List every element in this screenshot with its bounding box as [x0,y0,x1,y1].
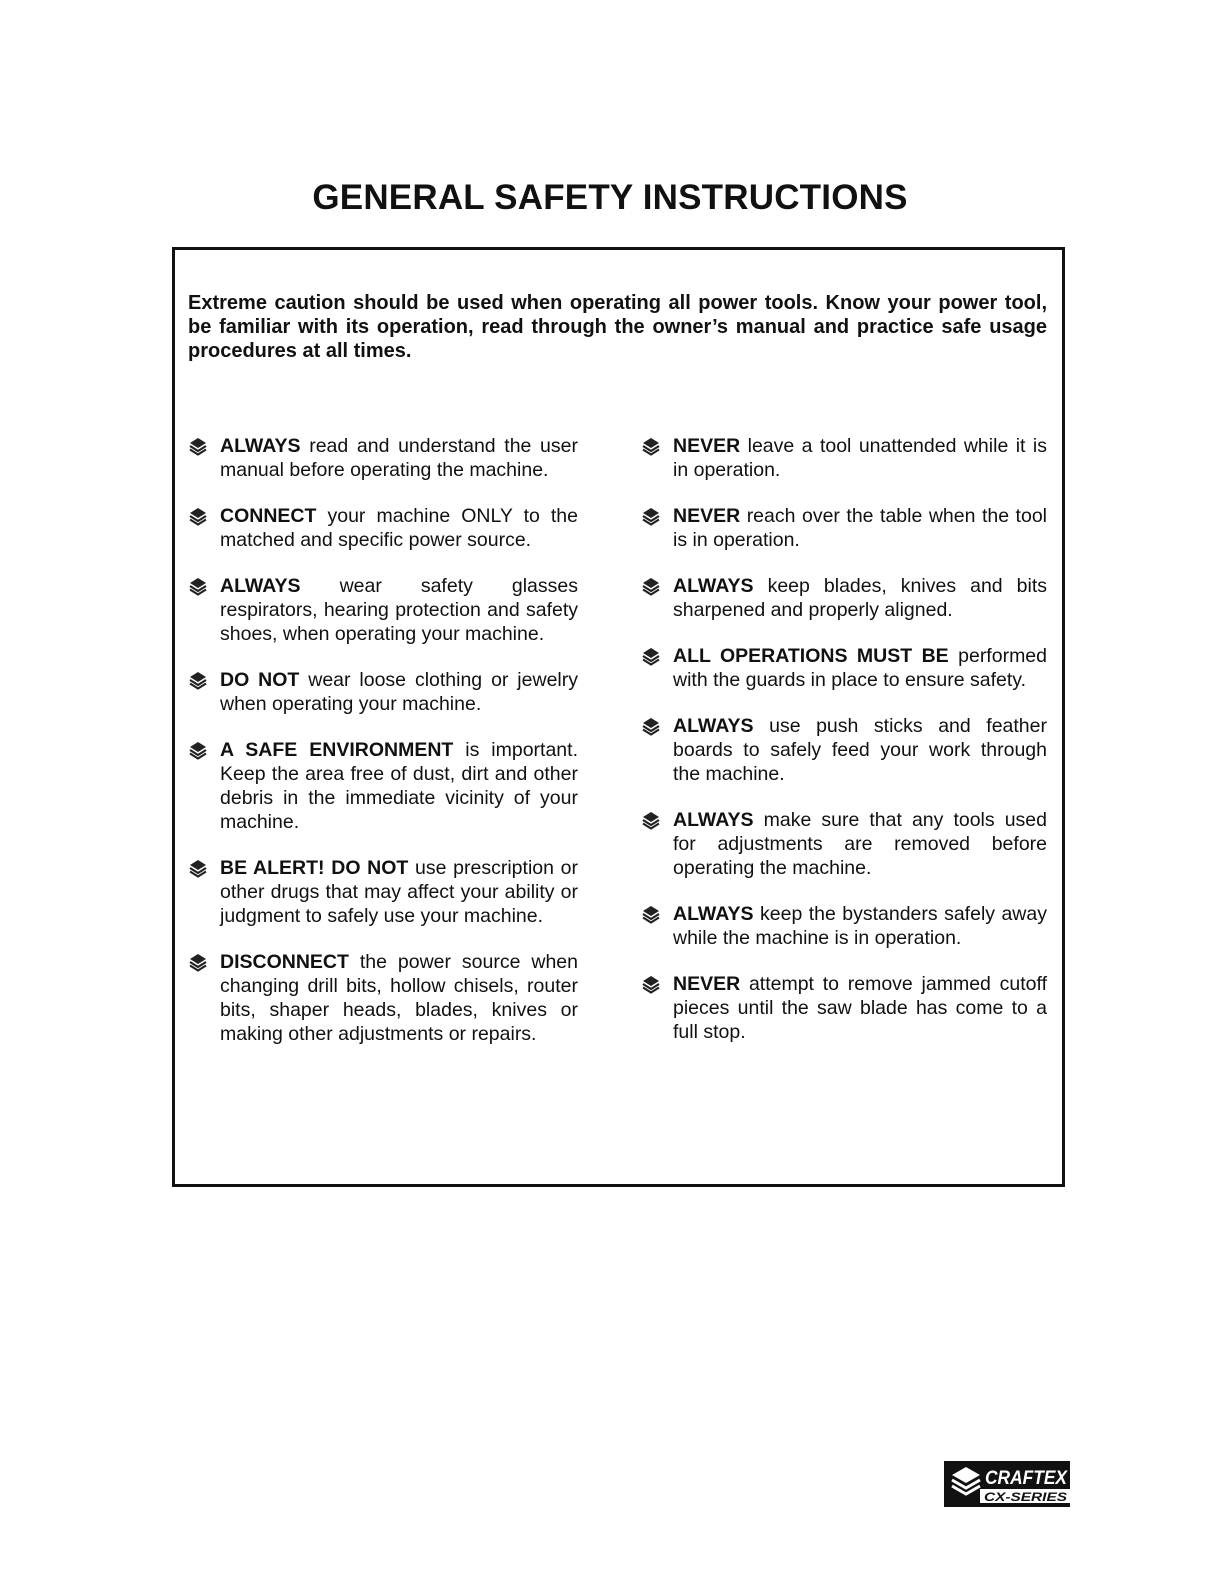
layered-diamond-icon [641,436,661,456]
list-item [188,668,578,716]
right-column [641,434,1047,1044]
item-lead: A SAFE ENVIRONMENT [220,739,454,761]
layered-diamond-icon [188,506,208,526]
item-text: the power source when changing drill bits, hollow chisels, router bits, shaper heads, blades, knives or making other adjustments or repairs. [220,951,578,1045]
item-text: use prescription or other drugs that may affect your ability or judgment to safely use your machine. [220,857,578,927]
item-lead: CONNECT [220,505,317,527]
list-item [641,434,1047,482]
item-text: keep the bystanders safely away while the machine is in operation. [673,903,1047,949]
list-item [641,902,1047,950]
list-item [188,434,578,482]
layered-diamond-icon [641,810,661,830]
layered-diamond-icon [641,576,661,596]
item-text: performed with the guards in place to ensure safety. [673,645,1047,691]
list-item [188,574,578,646]
list-item [641,504,1047,552]
item-text: reach over the table when the tool is in operation. [673,505,1047,551]
item-text: leave a tool unattended while it is in operation. [673,435,1047,481]
layered-diamond-icon [188,436,208,456]
item-lead: ALWAYS [673,715,754,737]
item-lead: DISCONNECT [220,951,349,973]
layered-diamond-icon [641,646,661,666]
left-column [188,434,578,1046]
item-lead: ALWAYS [220,435,301,457]
layered-diamond-icon [641,716,661,736]
layered-diamond-icon [188,576,208,596]
intro-paragraph: Extreme caution should be used when operating all power tools. Know your power tool, be familiar with its operation, read through the owner’s manual and practice safe usage procedures at all times. [188,292,1047,362]
item-text: your machine ONLY to the matched and specific power source. [220,505,578,551]
item-text: make sure that any tools used for adjustments are removed before operating the machine. [673,809,1047,879]
layered-diamond-icon [188,858,208,878]
item-lead: BE ALERT! DO NOT [220,857,409,879]
layered-diamond-icon [188,670,208,690]
layered-diamond-icon [641,506,661,526]
item-lead: DO NOT [220,669,300,691]
list-item [641,808,1047,880]
item-lead: ALWAYS [673,809,754,831]
item-lead: ALWAYS [673,903,754,925]
item-text: keep blades, knives and bits sharpened and properly aligned. [673,575,1047,621]
list-item [188,856,578,928]
item-text: use push sticks and feather boards to safely feed your work through the machine. [673,715,1047,785]
item-text: wear safety glasses respirators, hearing protection and safety shoes, when operating your machine. [220,575,578,645]
item-lead: NEVER [673,435,741,457]
item-text: attempt to remove jammed cutoff pieces until the saw blade has come to a full stop. [673,973,1047,1043]
item-text: read and understand the user manual before operating the machine. [220,435,578,481]
item-text: wear loose clothing or jewelry when operating your machine. [220,669,578,715]
logo-series: CX-SERIES [984,1490,1067,1504]
list-item [641,714,1047,786]
item-lead: NEVER [673,973,741,995]
layered-diamond-icon [188,740,208,760]
list-item [188,950,578,1046]
item-lead: ALWAYS [220,575,301,597]
logo-brand: CRAFTEX [985,1468,1069,1489]
list-item [641,574,1047,622]
list-item [641,972,1047,1044]
item-text: is important. Keep the area free of dust, dirt and other debris in the immediate vicinity of your machine. [220,739,578,833]
layered-diamond-icon [188,952,208,972]
item-lead: ALWAYS [673,575,754,597]
item-lead: NEVER [673,505,741,527]
item-lead: ALL OPERATIONS MUST BE [673,645,949,667]
layered-diamond-icon [641,904,661,924]
layered-diamond-icon [641,974,661,994]
list-item [188,738,578,834]
list-item [641,644,1047,692]
page-title: GENERAL SAFETY INSTRUCTIONS [312,178,908,217]
craftex-logo [944,1461,1070,1507]
list-item [188,504,578,552]
